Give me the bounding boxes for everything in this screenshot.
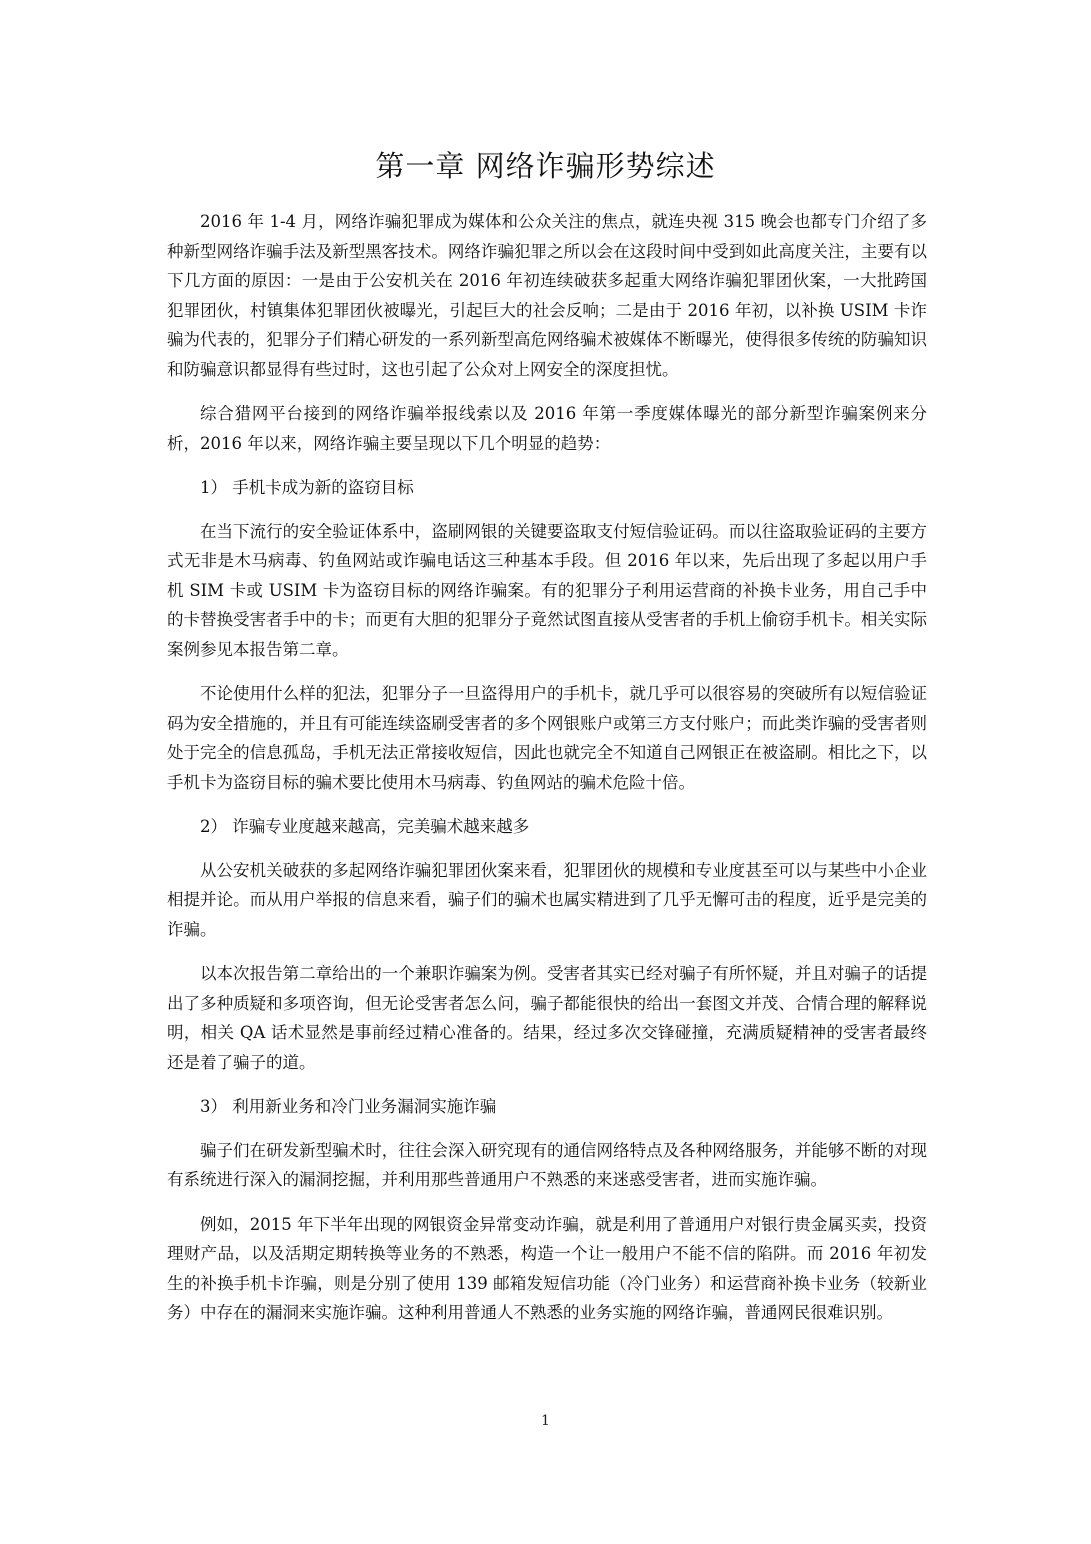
- paragraph: 以本次报告第二章给出的一个兼职诈骗案为例。受害者其实已经对骗子有所怀疑，并且对骗子的话提出了多种质疑和多项咨询，但无论受害者怎么问，骗子都能很快的给出一套图文并茂、合情合理的解释说明，相关 QA 话术显然是事前经过精心准备的。结果，经过多次交锋碰撞，充满质疑精神的受害者最终还是着了骗子的道。: [167, 964, 927, 1072]
- paragraph: 在当下流行的安全验证体系中，盗刷网银的关键要盗取支付短信验证码。而以往盗取验证码的主要方式无非是木马病毒、钓鱼网站或诈骗电话这三种基本手段。但 2016 年以来，先后出现了多起以用户手机 SIM 卡或 USIM 卡为盗窃目标的网络诈骗案。有的犯罪分子利用运营商的补换卡业务，用自己手中的卡替换受害者手中的卡；而更有大胆的犯罪分子竟然试图直接从受害者的手机上偷窃手机卡。相关实际案例参见本报告第二章。: [167, 521, 927, 659]
- paragraph: 例如，2015 年下半年出现的网银资金异常变动诈骗，就是利用了普通用户对银行贵金属买卖，投资理财产品，以及活期定期转换等业务的不熟悉，构造一个让一般用户不能不信的陷阱。而 2016 年初发生的补换手机卡诈骗，则是分别了使用 139 邮箱发短信功能（冷门业务）和运营商补换卡业务（较新业务）中存在的漏洞来实施诈骗。这种利用普通人不熟悉的业务实施的网络诈骗，普通网民很难识别。: [167, 1214, 927, 1322]
- section-heading: 3） 利用新业务和冷门业务漏洞实施诈骗: [200, 1097, 497, 1116]
- section-heading: 1） 手机卡成为新的盗窃目标: [200, 478, 414, 497]
- paragraph: 不论使用什么样的犯法，犯罪分子一旦盗得用户的手机卡，就几乎可以很容易的突破所有以短信验证码为安全措施的，并且有可能连续盗刷受害者的多个网银账户或第三方支付账户；而此类诈骗的受害者则处于完全的信息孤岛，手机无法正常接收短信，因此也就完全不知道自己网银正在被盗刷。相比之下，以手机卡为盗窃目标的骗术要比使用木马病毒、钓鱼网站的骗术危险十倍。: [167, 684, 927, 792]
- paragraph: 2016 年 1-4 月，网络诈骗犯罪成为媒体和公众关注的焦点，就连央视 315 晚会也都专门介绍了多种新型网络诈骗手法及新型黑客技术。网络诈骗犯罪之所以会在这段时间中受到如此高度关注，主要有以下几方面的原因：一是由于公安机关在 2016 年初连续破获多起重大网络诈骗犯罪团伙案，一大批跨国犯罪团伙，村镇集体犯罪团伙被曝光，引起巨大的社会反响；二是由于 2016 年初，以补换 USIM 卡诈骗为代表的，犯罪分子们精心研发的一系列新型高危网络骗术被媒体不断曝光，使得很多传统的防骗知识和防骗意识都显得有些过时，这也引起了公众对上网安全的深度担忧。: [167, 212, 927, 379]
- paragraph: 从公安机关破获的多起网络诈骗犯罪团伙案来看，犯罪团伙的规模和专业度甚至可以与某些中小企业相提并论。而从用户举报的信息来看，骗子们的骗术也属实精进到了几乎无懈可击的程度，近乎是完美的诈骗。: [167, 860, 927, 939]
- document-body: [167, 207, 927, 1343]
- page-number: 1: [541, 1413, 550, 1429]
- paragraph: 综合猎网平台接到的网络诈骗举报线索以及 2016 年第一季度媒体曝光的部分新型诈骗案例来分析，2016 年以来，网络诈骗主要呈现以下几个明显的趋势：: [167, 404, 927, 453]
- paragraph: 骗子们在研发新型骗术时，往往会深入研究现有的通信网络特点及各种网络服务，并能够不断的对现有系统进行深入的漏洞挖掘，并利用那些普通用户不熟悉的来迷惑受害者，进而实施诈骗。: [167, 1140, 927, 1189]
- section-heading: 2） 诈骗专业度越来越高，完美骗术越来越多: [200, 817, 530, 836]
- chapter-title: 第一章 网络诈骗形势综述: [375, 149, 716, 183]
